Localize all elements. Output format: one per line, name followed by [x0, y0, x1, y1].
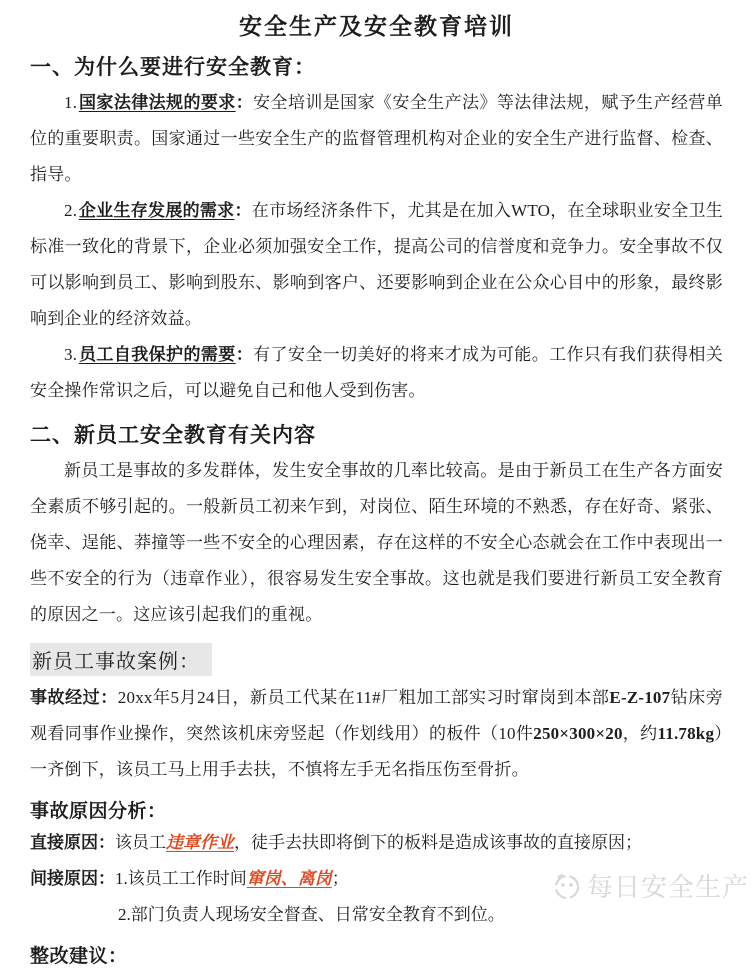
- why-item-2: [30, 193, 723, 337]
- indirect-item1-pre: 1.该员工工作时间: [115, 869, 247, 888]
- item-2-label: 企业生存发展的需求: [78, 201, 235, 220]
- process-label: 事故经过：: [30, 688, 118, 707]
- item-1-body: 安全培训是国家《安全生产法》等法律法规，赋予生产经营单位的重要职责。国家通过一些安全生产的监督管理机构对企业的安全生产进行监督、检查、指导。: [30, 93, 724, 184]
- item-3-label: 员工自我保护的需要: [78, 345, 236, 364]
- direct-cause-pre: 该员工: [115, 833, 166, 852]
- process-post: ）一齐倒下，该员工马上用手去扶，不慎将左手无名指压伤至骨折。: [30, 724, 724, 779]
- item-1-number: 1.: [64, 93, 78, 112]
- watermark-smiley-icon: [552, 871, 582, 901]
- process-mid2: ，约: [622, 724, 658, 743]
- violation-highlight: 违章作业: [166, 833, 234, 852]
- item-2-colon: ：: [234, 201, 252, 220]
- item-1-colon: ：: [235, 93, 254, 112]
- indirect-cause-item2: 2.部门负责人现场安全督查、日常安全教育不到位。: [118, 905, 505, 924]
- item-3-number: 3.: [64, 345, 78, 364]
- direct-cause-label: 直接原因：: [30, 833, 115, 852]
- item-2-number: 2.: [64, 201, 78, 220]
- process-pre: 20xx年5月24日，新员工代某在11#厂粗加工部实习时窜岗到本部: [117, 688, 610, 707]
- why-item-3: [30, 337, 723, 409]
- watermark-text: 每日安全生产: [586, 873, 749, 902]
- section-content-heading: 二、新员工安全教育有关内容: [30, 423, 316, 447]
- indirect-cause-label: 间接原因：: [30, 869, 115, 888]
- analysis-heading: 事故原因分析：: [30, 801, 167, 822]
- indirect-item1-post: ；: [331, 869, 349, 888]
- new-employee-paragraph: 新员工是事故的多发群体，发生安全事故的几率比较高。是由于新员工在生产各方面安全素质不够引起的。一般新员工初来乍到，对岗位、陌生环境的不熟悉，存在好奇、紧张、侥幸、逞能、莽撞等一些不安全的心理因素，存在这样的不安全心态就会在工作中表现出一些不安全的行为（违章作业），很容易发生安全事故。这也就是我们要进行新员工安全教育的原因之一。这应该引起我们的重视。: [30, 461, 723, 624]
- suggestion-heading: 整改建议：: [30, 946, 128, 967]
- item-3-colon: ：: [235, 345, 254, 364]
- page-title: 安全生产及安全教育培训: [239, 14, 514, 39]
- machine-code: E-Z-107: [609, 688, 671, 707]
- item-3-body: 有了安全一切美好的将来才成为可能。工作只有我们获得相关安全操作常识之后，可以避免自己和他人受到伤害。: [30, 345, 724, 400]
- process-mid: 钻床旁观看同事作业操作，突然该机床旁竖起（作划线用）的板件（10件: [30, 688, 724, 743]
- direct-cause-post: ，徒手去扶即将倒下的板料是造成该事故的直接原因；: [234, 833, 642, 852]
- direct-cause: [30, 825, 723, 861]
- section-why-heading: 一、为什么要进行安全教育：: [30, 55, 316, 79]
- leaving-post-highlight: 窜岗、离岗: [246, 869, 332, 888]
- watermark: [552, 867, 749, 904]
- plate-weight: 11.78kg: [657, 724, 715, 743]
- item-1-label: 国家法律法规的要求: [78, 93, 236, 112]
- item-2-body: 在市场经济条件下，尤其是在加入WTO，在全球职业安全卫生标准一致化的背景下，企业必须加强安全工作，提高公司的信誉度和竞争力。安全事故不仅可以影响到员工、影响到股东、影响到客户、还要影响到企业在公众心目中的形象，最终影响到企业的经济效益。: [30, 201, 724, 328]
- plate-dimensions: 250×300×20: [533, 724, 623, 743]
- case-heading: 新员工事故案例：: [30, 643, 212, 676]
- accident-process: [30, 680, 723, 788]
- why-item-1: [30, 85, 723, 193]
